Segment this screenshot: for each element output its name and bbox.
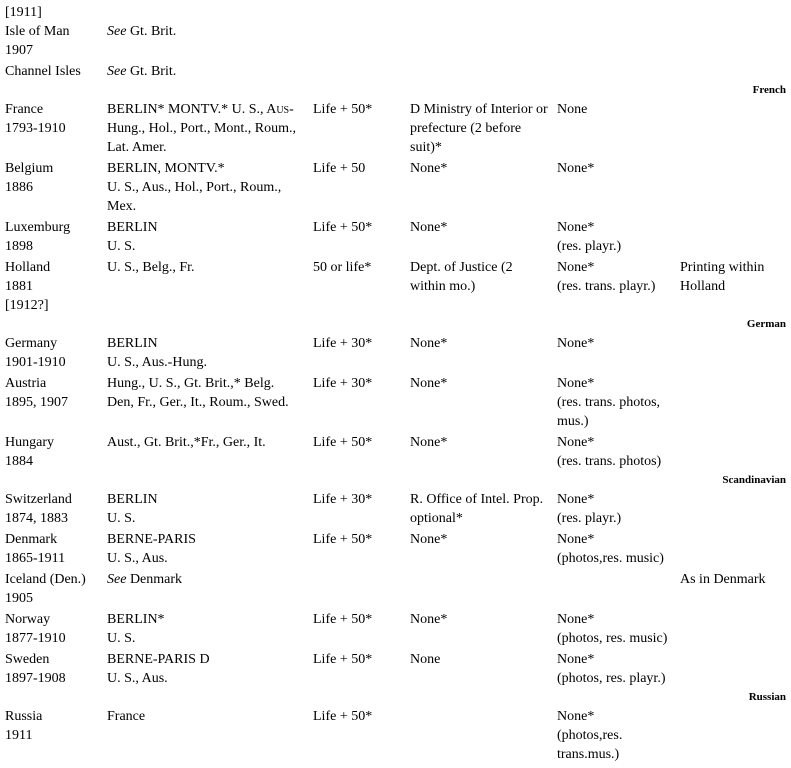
cell-notes-holland: Printing within Holland (680, 260, 765, 294)
cell-country-switzerland: Switzerland 1874, 1883 (5, 492, 72, 526)
cell-registration-austria: None* (410, 376, 448, 391)
cell-country-luxemburg: Luxemburg 1898 (5, 220, 71, 254)
cell-country-isle-of-man: Isle of Man 1907 (5, 24, 70, 58)
cell-country-1911: [1911] (5, 5, 42, 20)
cell-formalities-russia: None* (photos,res. trans.mus.) (557, 709, 623, 762)
cell-term-russia: Life + 50* (313, 709, 373, 724)
cell-country-hungary: Hungary 1884 (5, 435, 54, 469)
cell-relations-luxemburg: BERLIN U. S. (107, 220, 158, 254)
cell-formalities-germany: None* (557, 336, 595, 351)
cell-formalities-sweden: None* (photos, res. playr.) (557, 652, 666, 686)
cell-registration-luxemburg: None* (410, 220, 448, 235)
cell-formalities-france: None (557, 102, 588, 117)
cell-relations-channel-isles (107, 62, 176, 81)
cell-formalities-norway: None* (photos, res. music) (557, 612, 668, 646)
cross-reference: See Gt. Brit. (107, 64, 177, 79)
cell-formalities-luxemburg: None* (res. playr.) (557, 220, 622, 254)
cell-relations-switzerland: BERLIN U. S. (107, 492, 158, 526)
cell-relations-norway: BERLIN* U. S. (107, 612, 165, 646)
cell-country-belgium: Belgium 1886 (5, 161, 54, 195)
cell-registration-belgium: None* (410, 161, 448, 176)
cell-term-austria: Life + 30* (313, 376, 373, 391)
cell-relations-austria: Hung., U. S., Gt. Brit.,* Belg. Den, Fr., Ger., It., Roum., Swed. (107, 376, 289, 410)
cell-country-sweden: Sweden 1897-1908 (5, 652, 66, 686)
cell-relations-belgium: BERLIN, MONTV.* U. S., Aus., Hol., Port., Roum., Mex. (107, 161, 282, 214)
cell-country-channel-isles: Channel Isles (5, 64, 81, 79)
cell-relations-isle-of-man (107, 22, 176, 41)
cell-relations-iceland (107, 570, 182, 589)
cell-term-sweden: Life + 50* (313, 652, 373, 667)
cell-term-hungary: Life + 50* (313, 435, 373, 450)
cell-country-holland: Holland 1881 [1912?] (5, 260, 51, 313)
cell-term-germany: Life + 30* (313, 336, 373, 351)
cell-registration-germany: None* (410, 336, 448, 351)
cell-relations-sweden: BERNE-PARIS D U. S., Aus. (107, 652, 210, 686)
cell-term-denmark: Life + 50* (313, 532, 373, 547)
cross-reference: See Gt. Brit. (107, 24, 177, 39)
cell-formalities-denmark: None* (photos,res. music) (557, 532, 664, 566)
group-header-french: French (752, 84, 786, 96)
cell-relations-russia: France (107, 709, 146, 724)
cell-term-switzerland: Life + 30* (313, 492, 373, 507)
cell-formalities-switzerland: None* (res. playr.) (557, 492, 622, 526)
group-header-scandinavian: Scandinavian (722, 474, 786, 486)
group-header-russian: Russian (748, 691, 786, 703)
cell-term-norway: Life + 50* (313, 612, 373, 627)
cell-formalities-austria: None* (res. trans. photos, mus.) (557, 376, 661, 429)
cell-registration-switzerland: R. Office of Intel. Prop. optional* (410, 492, 544, 526)
cell-registration-hungary: None* (410, 435, 448, 450)
cell-registration-holland: Dept. of Justice (2 within mo.) (410, 260, 513, 294)
cell-term-france: Life + 50* (313, 102, 373, 117)
cell-formalities-belgium: None* (557, 161, 595, 176)
cell-registration-france: D Ministry of Interior or prefecture (2 before suit)* (410, 102, 548, 155)
cell-relations-hungary: Aust., Gt. Brit.,*Fr., Ger., It. (107, 435, 266, 450)
cell-term-holland: 50 or life* (313, 260, 372, 275)
cell-country-norway: Norway 1877-1910 (5, 612, 66, 646)
cell-registration-denmark: None* (410, 532, 448, 547)
cell-relations-denmark: BERNE-PARIS U. S., Aus. (107, 532, 196, 566)
cell-country-iceland: Iceland (Den.) 1905 (5, 572, 86, 606)
cell-relations-holland: U. S., Belg., Fr. (107, 260, 195, 275)
cell-country-denmark: Denmark 1865-1911 (5, 532, 66, 566)
cell-registration-norway: None* (410, 612, 448, 627)
cell-notes-iceland: As in Denmark (680, 572, 766, 587)
cell-formalities-hungary: None* (res. trans. photos) (557, 435, 662, 469)
cell-relations-france: BERLIN* MONTV.* U. S., Aus- Hung., Hol., Port., Mont., Roum., Lat. Amer. (107, 102, 297, 155)
cell-term-luxemburg: Life + 50* (313, 220, 373, 235)
cell-country-germany: Germany 1901-1910 (5, 336, 66, 370)
cross-reference: See Denmark (107, 572, 183, 587)
cell-registration-sweden: None (410, 652, 441, 667)
group-header-german: German (746, 318, 786, 330)
cell-country-austria: Austria 1895, 1907 (5, 376, 68, 410)
cell-term-belgium: Life + 50 (313, 161, 366, 176)
cell-relations-germany: BERLIN U. S., Aus.-Hung. (107, 336, 207, 370)
cell-country-france: France 1793-1910 (5, 102, 66, 136)
cell-formalities-holland: None* (res. trans. playr.) (557, 260, 656, 294)
cell-country-russia: Russia 1911 (5, 709, 43, 743)
